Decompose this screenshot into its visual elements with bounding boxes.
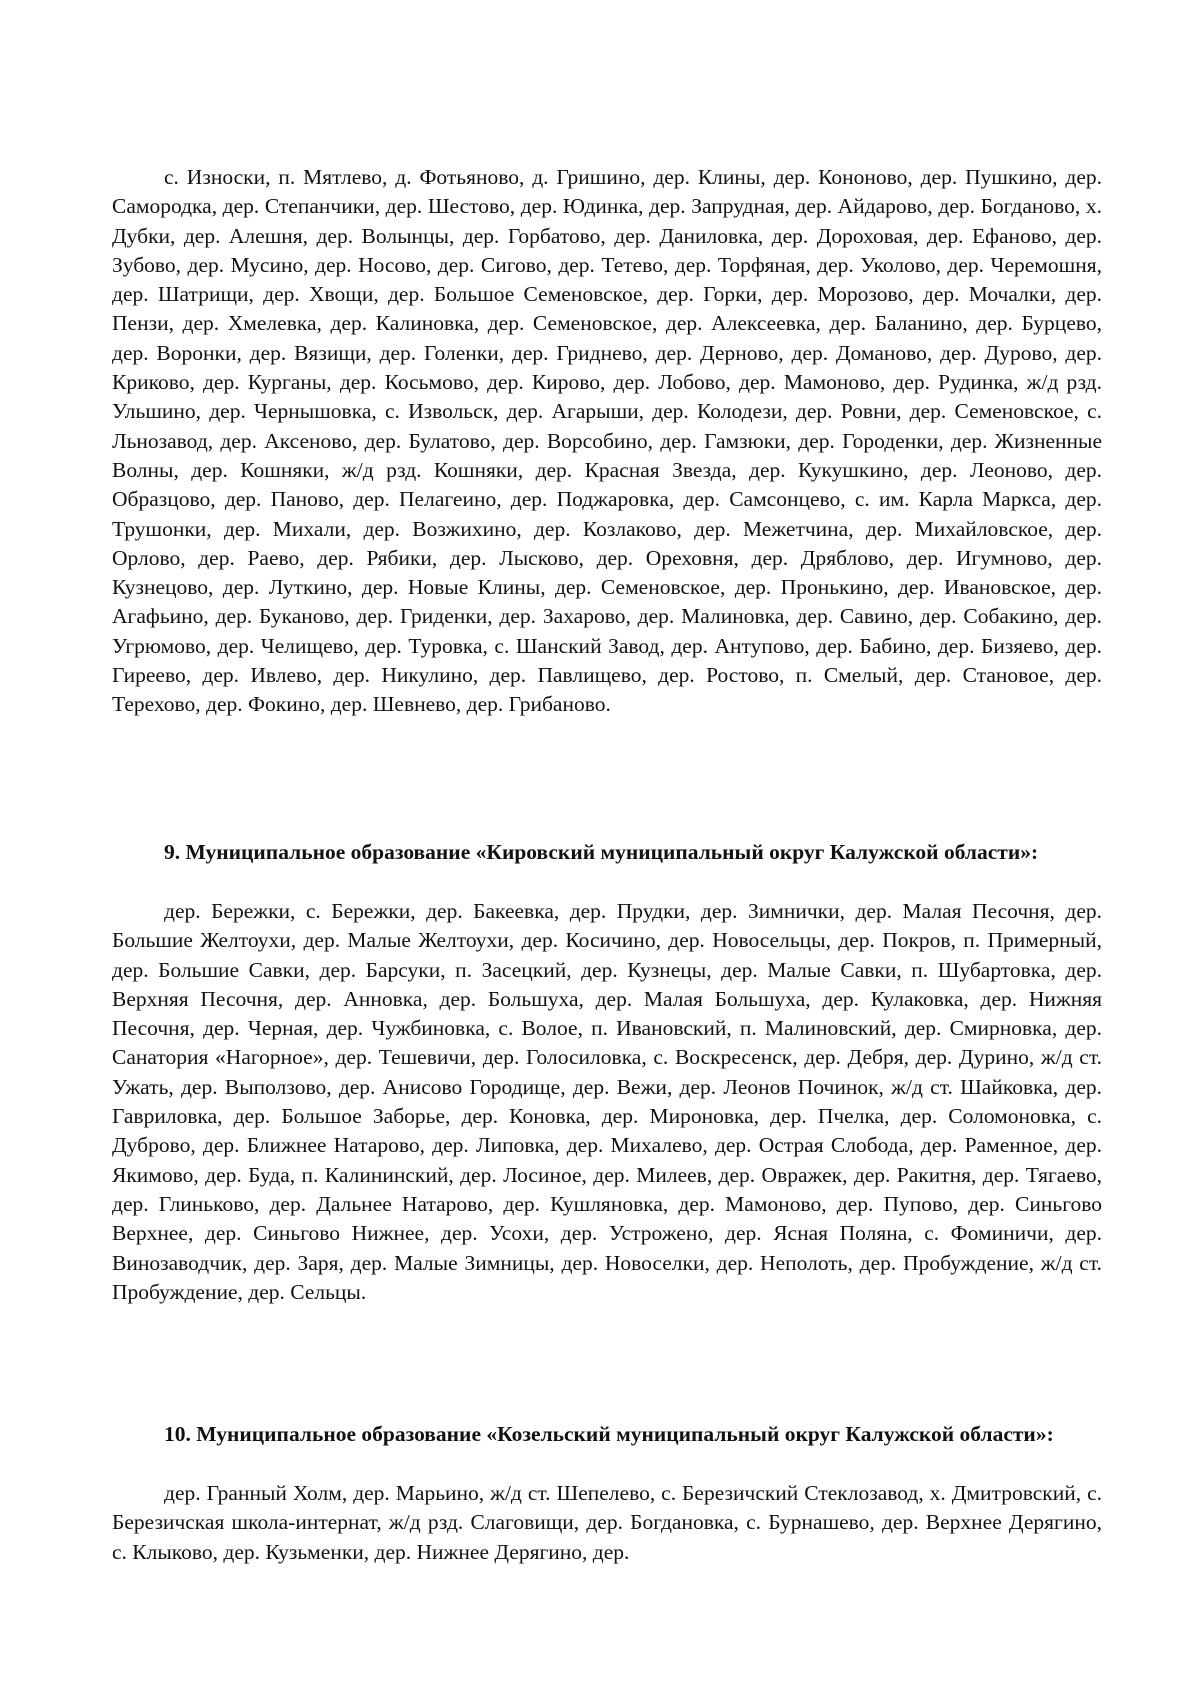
section-10-title: 10. Муниципальное образование «Козельский муниципальный округ Калужской области»: <box>164 1422 1054 1446</box>
section-9-title: 9. Муниципальное образование «Кировский муниципальный округ Калужской области»: <box>164 840 1039 864</box>
section-10-body: дер. Гранный Холм, дер. Марьино, ж/д ст. Шепелево, с. Березичский Стеклозавод, х. Дмитровский, с. Березичская школа-интернат, ж/д рзд. Слаговищи, дер. Богдановка, с. Бурнашево, дер. Верхнее Дерягино, с. Клыково, дер. Кузьменки, дер. Нижнее Дерягино, дер. <box>112 1481 1102 1564</box>
section-9-body: дер. Бережки, с. Бережки, дер. Бакеевка, дер. Прудки, дер. Зимнички, дер. Малая Песочня, дер. Большие Желтоухи, дер. Малые Желтоухи, дер. Косичино, дер. Новосельцы, дер. Покров, п. Примерный, дер. Большие Савки, дер. Барсуки, п. Засецкий, дер. Кузнецы, дер. Малые Савки, п. Шубартовка, дер. Верхняя Песочня, дер. Анновка, дер. Большуха, дер. Малая Большуха, дер. Кулаковка, дер. Нижняя Песочня, дер. Черная, дер. Чужбиновка, с. Волое, п. Ивановский, п. Малиновский, дер. Смирновка, дер. Санатория «Нагорное», дер. Тешевичи, дер. Голосиловка, с. Воскресенск, дер. Дебря, дер. Дурино, ж/д ст. Ужать, дер. Выползово, дер. Анисово Городище, дер. Вежи, дер. Леонов Починок, ж/д ст. Шайковка, дер. Гавриловка, дер. Большое Заборье, дер. Коновка, дер. Мироновка, дер. Пчелка, дер. Соломоновка, с. Дуброво, дер. Ближнее Натарово, дер. Липовка, дер. Михалево, дер. Острая Слобода, дер. Раменное, дер. Якимово, дер. Буда, п. Калининский, дер. Лосиное, дер. Милеев, дер. Овражек, дер. Ракитня, дер. Тягаево, дер. Глиньково, дер. Дальнее Натарово, дер. Кушляновка, дер. Мамоново, дер. Пупово, дер. Синьгово Верхнее, дер. Синьгово Нижнее, дер. Усохи, дер. Устрожено, дер. Ясная Поляна, с. Фоминичи, дер. Винозаводчик, дер. Заря, дер. Малые Зимницы, дер. Новоселки, дер. Неполоть, дер. Пробуждение, ж/д ст. Пробуждение, дер. Сельцы. <box>112 899 1102 1304</box>
continuation-paragraph: с. Износки, п. Мятлево, д. Фотьяново, д. Гришино, дер. Клины, дер. Кононово, дер. Пушкино, дер. Самородка, дер. Степанчики, дер. Шестово, дер. Юдинка, дер. Запрудная, дер. Айдарово, дер. Богданово, х. Дубки, дер. Алешня, дер. Волынцы, дер. Горбатово, дер. Даниловка, дер. Дороховая, дер. Ефаново, дер. Зубово, дер. Мусино, дер. Носово, дер. Сигово, дер. Тетево, дер. Торфяная, дер. Уколово, дер. Черемошня, дер. Шатрищи, дер. Хвощи, дер. Большое Семеновское, дер. Горки, дер. Морозово, дер. Мочалки, дер. Пензи, дер. Хмелевка, дер. Калиновка, дер. Семеновское, дер. Алексеевка, дер. Баланино, дер. Бурцево, дер. Воронки, дер. Вязищи, дер. Голенки, дер. Гриднево, дер. Дерново, дер. Доманово, дер. Дурово, дер. Криково, дер. Курганы, дер. Косьмово, дер. Кирово, дер. Лобово, дер. Мамоново, дер. Рудинка, ж/д рзд. Ульшино, дер. Чернышовка, с. Извольск, дер. Агарыши, дер. Колодези, дер. Ровни, дер. Семеновское, с. Льнозавод, дер. Аксеново, дер. Булатово, дер. Ворсобино, дер. Гамзюки, дер. Городенки, дер. Жизненные Волны, дер. Кошняки, ж/д рзд. Кошняки, дер. Красная Звезда, дер. Кукушкино, дер. Леоново, дер. Образцово, дер. Паново, дер. Пелагеино, дер. Поджаровка, дер. Самсонцево, с. им. Карла Маркса, дер. Трушонки, дер. Михали, дер. Возжихино, дер. Козлаково, дер. Межетчина, дер. Михайловское, дер. Орлово, дер. Раево, дер. Рябики, дер. Лысково, дер. Ореховня, дер. Дряблово, дер. Игумново, дер. Кузнецово, дер. Луткино, дер. Новые Клины, дер. Семеновское, дер. Пронькино, дер. Ивановское, дер. Агафьино, дер. Буканово, дер. Гриденки, дер. Захарово, дер. Малиновка, дер. Савино, дер. Собакино, дер. Угрюмово, дер. Челищево, дер. Туровка, с. Шанский Завод, дер. Антупово, дер. Бабино, дер. Бизяево, дер. Гиреево, дер. Ивлево, дер. Никулино, дер. Павлищево, дер. Ростово, п. Смелый, дер. Становое, дер. Терехово, дер. Фокино, дер. Шевнево, дер. Грибаново. <box>112 165 1102 717</box>
